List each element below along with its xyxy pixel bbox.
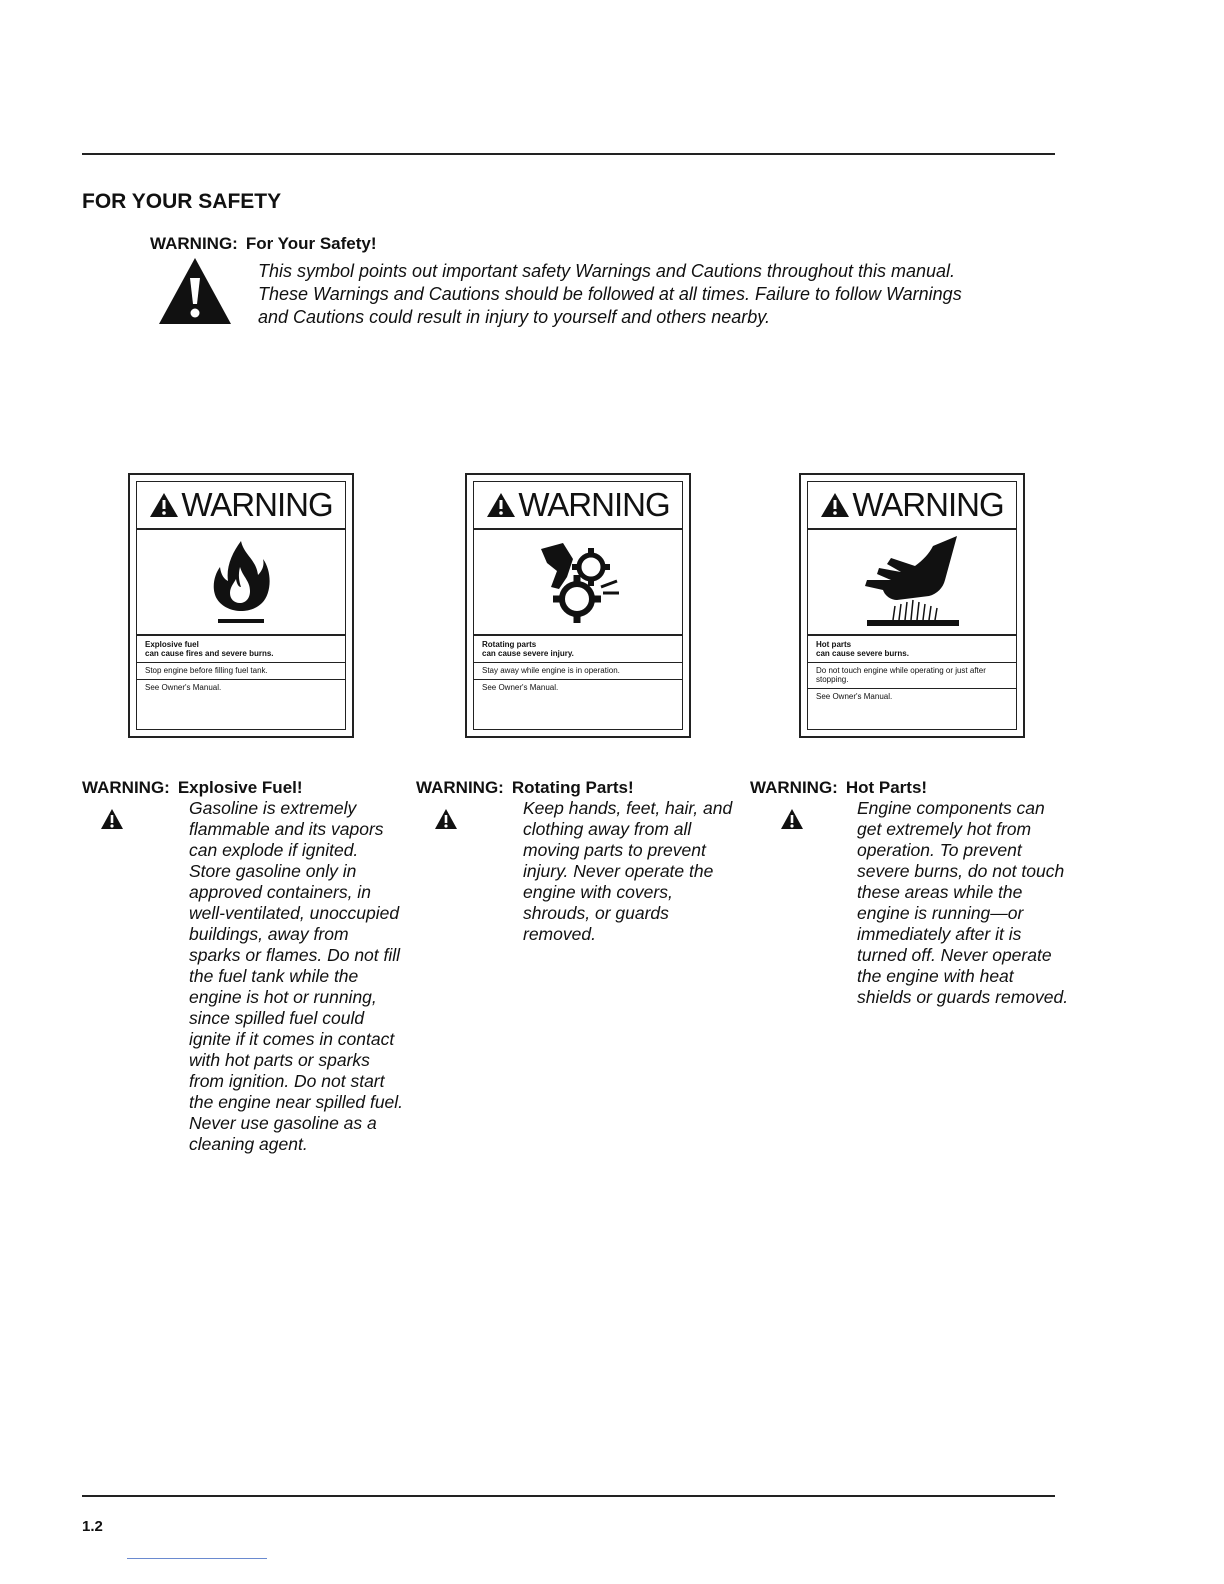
section-title: FOR YOUR SAFETY [82, 190, 282, 213]
warning-triangle-icon [149, 492, 179, 518]
warning-heading: WARNING: Explosive Fuel! [82, 778, 303, 797]
warning-heading: WARNING: Rotating Parts! [416, 778, 634, 797]
label-header [808, 482, 1016, 530]
label-text: Hot parts can cause severe burns. Do not touch engine while operating or just after stopping. See Owner's Manual. [808, 636, 1016, 705]
warning-label-hot-parts [799, 473, 1025, 738]
warning-text: Keep hands, feet, hair, and clothing away from all moving parts to prevent injury. Never operate the engine with covers, shrouds, or guards removed. [523, 798, 733, 944]
safety-alert-icon [100, 808, 124, 830]
label-title: WARNING [852, 486, 1004, 523]
rotating-gears-icon [533, 537, 623, 627]
safety-alert-icon [157, 256, 233, 326]
bottom-rule [82, 1495, 1055, 1497]
safety-alert-icon [780, 808, 804, 830]
safety-alert-icon [434, 808, 458, 830]
warning-label-explosive-fuel [128, 473, 354, 738]
warning-rotating-parts [416, 778, 733, 944]
label-title: WARNING [181, 486, 333, 523]
flame-icon [206, 537, 276, 627]
label-text: Explosive fuel can cause fires and severe burns. Stop engine before filling fuel tank. See Owner's Manual. [137, 636, 345, 696]
intro-heading-text: For Your Safety! [245, 234, 377, 253]
warning-hot-parts [750, 778, 1069, 1007]
intro-text: This symbol points out important safety Warnings and Cautions throughout this manual. These Warnings and Cautions should be followed at all times. Failure to follow Warnings and Cautions could result in injury to yourself and others nearby. [258, 261, 962, 327]
label-title: WARNING [518, 486, 670, 523]
bottom-mark [127, 1558, 267, 1559]
warning-text: Engine components can get extremely hot from operation. To prevent severe burns, do not touch these areas while the engine is running—or immediately after it is turned off. Never operate the engine with heat shields or guards removed. [857, 798, 1069, 1007]
hand-hot-surface-icon [857, 534, 967, 630]
warning-text: Gasoline is extremely flammable and its vapors can explode if ignited. Store gasoline only in approved containers, in well-ventilated, unoccupied buildings, away from sparks or flames. Do not fill the fuel tank while the engine is hot or running, since spilled fuel could ignite if it comes in contact with hot parts or sparks from ignition. Do not start the engine near spilled fuel. Never use gasoline as a cleaning agent. [189, 798, 404, 1154]
label-header [474, 482, 682, 530]
warning-triangle-icon [820, 492, 850, 518]
label-text: Rotating parts can cause severe injury. Stay away while engine is in operation. See Owner's Manual. [474, 636, 682, 696]
top-rule [82, 153, 1055, 155]
intro-heading [150, 234, 377, 254]
warning-heading: WARNING: Hot Parts! [750, 778, 928, 797]
warning-explosive-fuel [82, 778, 404, 1154]
warning-triangle-icon [486, 492, 516, 518]
intro-warning-label: WARNING: [150, 234, 238, 253]
label-header [137, 482, 345, 530]
warning-label-rotating-parts [465, 473, 691, 738]
page-number: 1.2 [82, 1518, 103, 1535]
